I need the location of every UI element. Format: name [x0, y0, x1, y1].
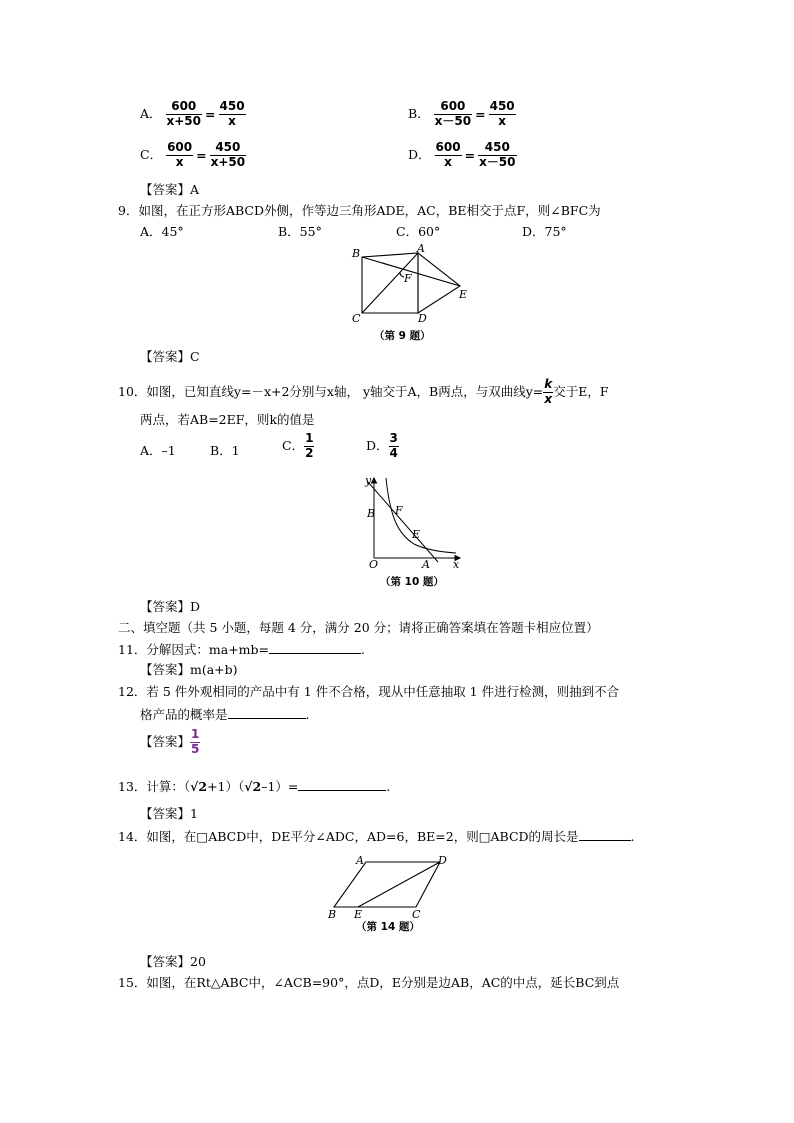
label-d: D [418, 312, 427, 325]
fraction: $\frac{450}{x-50}$ [479, 140, 516, 169]
q8-option-c: C． $\frac{600}{x}$ = $\frac{450}{x+50}$ [140, 140, 246, 169]
fraction: $\frac{600}{x}$ [167, 140, 193, 169]
q9-answer: 【答案】C [140, 349, 200, 364]
label-y: y [365, 474, 372, 487]
label-c: C [352, 312, 361, 325]
q8-option-b: B． $\frac{600}{x-50}$ = $\frac{450}{x}$ [408, 99, 515, 128]
q8-answer: 【答案】A [140, 182, 200, 197]
q14-stem: 14．如图，在□ABCD中，DE平分∠ADC，AD=6，BE=2，则□ABCD的周长是 . [118, 829, 635, 844]
fraction: $\frac{1}{2}$ [305, 431, 314, 460]
label-o: O [369, 558, 379, 571]
label-a: A [422, 558, 430, 571]
q12-answer: 【答案】 $\frac{1}{5}$ [140, 727, 200, 756]
q10-stem-line2: 两点，若AB=2EF，则k的值是 [140, 412, 315, 427]
q11-answer: 【答案】m(a+b) [140, 662, 238, 677]
label-b: B [367, 507, 376, 520]
label-f: F [404, 272, 412, 285]
fraction: $\frac{600}{x-50}$ [434, 99, 472, 128]
q12-line1: 12．若 5 件外观相同的产品中有 1 件不合格，现从中任意抽取 1 件进行检测，则抽到不合 [118, 684, 620, 699]
triangle-ade [418, 253, 460, 313]
fraction-k-over-x: $\frac{k}{x}$ [544, 377, 553, 406]
q9-option-c: C．60° [396, 224, 441, 239]
q9-option-b: B．55° [278, 224, 322, 239]
q9-stem: 9．如图，在正方形ABCD外侧，作等边三角形ADE，AC，BE相交于点F，则∠BFC为 [118, 203, 601, 218]
answer-blank [579, 828, 631, 841]
q9-option-a: A．45° [140, 224, 184, 239]
answer-blank [228, 706, 306, 719]
label-b: B [328, 908, 337, 921]
label-a: A [356, 854, 364, 867]
label-a: A [417, 242, 425, 255]
y-arrow-icon [372, 478, 377, 483]
fraction: $\frac{450}{x+50}$ [210, 140, 246, 169]
q10-answer: 【答案】D [140, 599, 201, 614]
label-d: D [438, 854, 447, 867]
label-e: E [354, 908, 363, 921]
sqrt-2: √2 [244, 779, 262, 794]
answer-blank [269, 641, 361, 654]
label-e: E [459, 288, 468, 301]
fraction: $\frac{450}{x}$ [219, 99, 245, 128]
q12-line2: 格产品的概率是 . [140, 707, 310, 722]
q8-option-d: D． $\frac{600}{x}$ = $\frac{450}{x-50}$ [408, 140, 516, 169]
label-f: F [395, 504, 403, 517]
fraction: $\frac{450}{x}$ [489, 99, 515, 128]
label-e: E [412, 528, 421, 541]
fraction: $\frac{600}{x+50}$ [166, 99, 202, 128]
q15-stem: 15．如图，在Rt△ABC中，∠ACB=90°，点D，E分别是边AB，AC的中点，延长BC到点 [118, 975, 620, 990]
q10-option-d: D． $\frac{3}{4}$ [366, 431, 398, 460]
fraction: $\frac{600}{x}$ [435, 140, 461, 169]
fraction: $\frac{3}{4}$ [389, 431, 398, 460]
section-2-heading: 二、填空题（共 5 小题，每题 4 分，满分 20 分；请将正确答案填在答题卡相应位置） [118, 620, 599, 635]
q9-caption: （第 9 题） [374, 330, 431, 342]
label-c: C [412, 908, 421, 921]
sqrt-2: √2 [190, 779, 208, 794]
q8-option-a: A． $\frac{600}{x+50}$ = $\frac{450}{x}$ [140, 99, 245, 128]
q9-option-d: D．75° [522, 224, 567, 239]
q9-figure [340, 240, 480, 345]
line-ab [368, 482, 438, 562]
q10-option-c: C． $\frac{1}{2}$ [282, 431, 314, 460]
q11-stem: 11．分解因式：ma+mb= . [118, 642, 365, 657]
q13-stem: 13．计算：（√2+1）（√2–1）= . [118, 779, 391, 794]
q10-stem-line1: 10．如图，已知直线y=－x+2分别与x轴， y轴交于A，B两点，与双曲线y= $\frac{k}{x}$ 交于E，F [118, 377, 609, 406]
q14-answer: 【答案】20 [140, 954, 206, 969]
q10-figure [356, 472, 466, 592]
q13-answer: 【答案】1 [140, 806, 198, 821]
parallelogram-abcd [334, 862, 440, 907]
label-x: x [453, 558, 460, 571]
answer-blank [298, 778, 386, 791]
label-b: B [352, 247, 361, 260]
q14-figure [320, 852, 455, 934]
q10-caption: （第 10 题） [380, 576, 444, 588]
q10-option-b: B．1 [210, 443, 240, 458]
fraction: $\frac{1}{5}$ [191, 727, 200, 756]
q10-option-a: A．–1 [140, 443, 176, 458]
q14-caption: （第 14 题） [356, 921, 420, 933]
